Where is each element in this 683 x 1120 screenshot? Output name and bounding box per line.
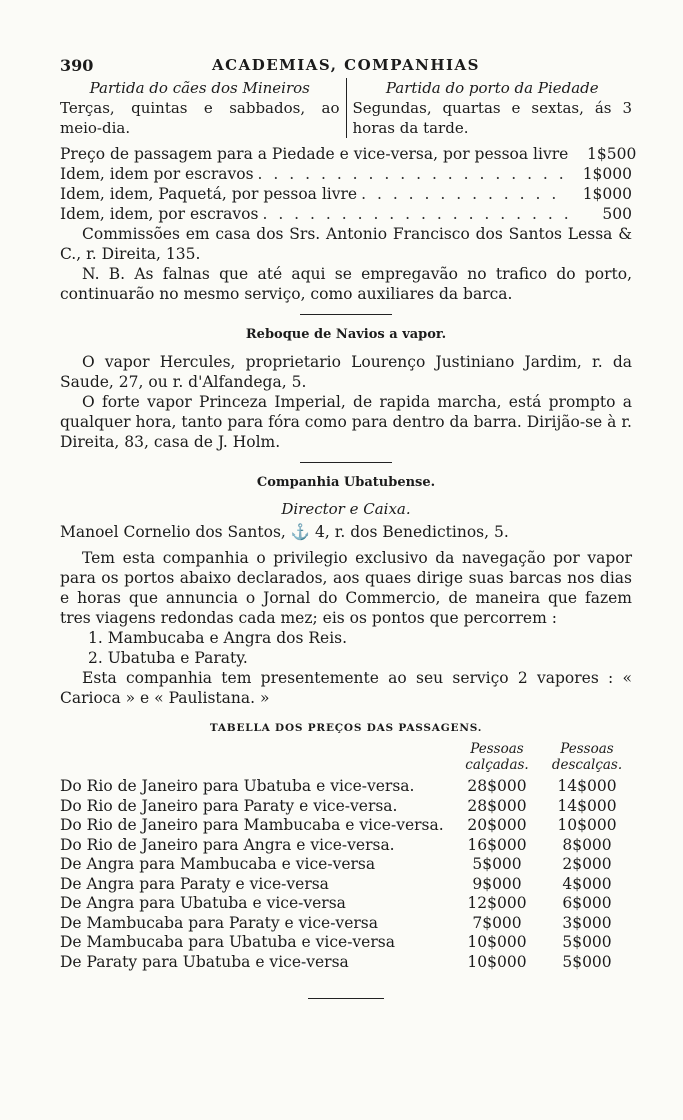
departure-schedule: [60, 78, 632, 138]
towing-paragraph-1: O vapor Hercules, proprietario Lourenço Justiniano Jardim, r. da Saude, 27, ou r. d'Alfandega, 5.: [60, 353, 632, 391]
leader-dots: [262, 204, 568, 224]
tariff-route: De Angra para Paraty e vice-versa: [60, 874, 329, 893]
ubatubense-paragraph-2: Esta companhia tem presentemente ao seu serviço 2 vapores : « Carioca » e « Paulistana. »: [60, 669, 632, 707]
tariff-title: TABELLA DOS PREÇOS DAS PASSAGENS.: [209, 722, 483, 734]
tariff-barefoot: 3$000: [562, 913, 612, 932]
table-row: [60, 875, 632, 895]
tariff-shod: 9$000: [472, 874, 522, 893]
tariff-barefoot: 14$000: [557, 796, 617, 815]
nb-note: N. B. As falnas que até aqui se empregavão no trafico do porto, continuarão no mesmo serviço, como auxiliares da barca.: [60, 265, 632, 303]
tariff-route: De Mambucaba para Paraty e vice-versa: [60, 913, 378, 932]
section-divider: [300, 314, 392, 315]
tariff-barefoot: 8$000: [562, 835, 612, 854]
list-item: 2. Ubatuba e Paraty.: [88, 649, 248, 667]
tariff-route: Do Rio de Janeiro para Mambucaba e vice-versa.: [60, 816, 444, 834]
ubatubense-title: Companhia Ubatubense.: [256, 475, 436, 490]
tariff-shod: 12$000: [467, 894, 527, 912]
leader-dots: [361, 184, 568, 204]
tariff-barefoot: 5$000: [562, 952, 612, 971]
commission-note: Commissões em casa dos Srs. Antonio Francisco dos Santos Lessa & C., r. Direita, 135.: [60, 225, 632, 263]
fare-row: [60, 144, 637, 164]
table-row: [60, 914, 632, 934]
table-row: [60, 855, 632, 875]
towing-paragraph-2: O forte vapor Princeza Imperial, de rapida marcha, está prompto a qualquer hora, tanto para fóra como para dentro da barra. Dirijão-se à r. Direita, 83, casa de J. Holm.: [60, 393, 632, 451]
route-right-title: Partida do porto da Piedade: [385, 79, 599, 97]
tariff-barefoot: 4$000: [562, 874, 612, 893]
tariff-shod: 7$000: [472, 913, 522, 932]
tariff-shod: 28$000: [467, 796, 527, 815]
table-row: [60, 816, 632, 836]
tariff-body: [60, 777, 632, 972]
fare-label: Idem, idem, por escravos: [60, 205, 259, 223]
tariff-shod: 16$000: [467, 835, 527, 854]
fare-row: [60, 164, 632, 184]
tariff-shod: 5$000: [472, 855, 522, 873]
tariff-route-header: [60, 740, 452, 777]
director-line: Manoel Cornelio dos Santos, ⚓ 4, r. dos Benedictinos, 5.: [60, 523, 509, 541]
page-number: 390: [60, 56, 94, 75]
table-row: [60, 953, 632, 973]
end-divider: [308, 998, 384, 999]
route-right-text: Segundas, quartas e sextas, ás 3 horas da tarde.: [352, 99, 632, 137]
route-left-title: Partida do cães dos Mineiros: [89, 79, 310, 97]
ubatubense-paragraph-1: Tem esta companhia o privilegio exclusivo da navegação por vapor para os portos abaixo declarados, aos quaes dirige suas barcas nos dias e horas que annuncia o Jornal do Commercio, de maneira que fazem tres viagens redondas cada mez; eis os pontos que percorrem :: [60, 549, 632, 627]
page-header: [60, 52, 632, 78]
tariff-barefoot: 5$000: [562, 933, 612, 951]
tariff-route: Do Rio de Janeiro para Paraty e vice-versa.: [60, 796, 398, 815]
tariff-route: Do Rio de Janeiro para Ubatuba e vice-versa.: [60, 777, 415, 795]
list-item: 1. Mambucaba e Angra dos Reis.: [88, 629, 348, 647]
table-row: [60, 777, 632, 797]
tariff-header-row: [60, 740, 632, 777]
section-divider: [300, 462, 392, 463]
fare-price: 1$000: [582, 165, 632, 183]
tariff-barefoot: 6$000: [562, 894, 612, 912]
fare-label: Idem, idem por escravos: [60, 165, 254, 183]
table-row: [60, 933, 632, 953]
fare-price: 1$000: [582, 185, 632, 203]
tariff-route: De Angra para Ubatuba e vice-versa: [60, 894, 346, 912]
tariff-table: [60, 740, 632, 972]
tariff-shod: 28$000: [467, 777, 527, 795]
page: [60, 52, 637, 999]
table-row: [60, 836, 632, 856]
director-subtitle: Director e Caixa.: [281, 500, 411, 518]
tariff-col-barefoot: Pessoas descalças.: [551, 741, 623, 773]
fare-price: 1$500: [587, 145, 637, 163]
tariff-barefoot: 14$000: [557, 777, 617, 795]
running-head: ACADEMIAS, COMPANHIAS: [212, 56, 480, 74]
tariff-route: De Mambucaba para Ubatuba e vice-versa: [60, 933, 395, 951]
fare-price: 500: [602, 205, 632, 223]
tariff-col-shod: Pessoas calçadas.: [465, 741, 529, 773]
fare-list: [60, 144, 637, 224]
towing-title: Reboque de Navios a vapor.: [245, 327, 447, 342]
tariff-barefoot: 10$000: [557, 816, 617, 834]
fare-row: [60, 184, 632, 204]
route-left-text: Terças, quintas e sabbados, ao meio-dia.: [60, 99, 340, 137]
table-row: [60, 797, 632, 817]
leader-dots: [258, 164, 568, 184]
tariff-route: De Paraty para Ubatuba e vice-versa: [60, 952, 349, 971]
fare-label: Idem, idem, Paquetá, por pessoa livre: [60, 185, 358, 203]
tariff-barefoot: 2$000: [562, 855, 612, 873]
tariff-route: Do Rio de Janeiro para Angra e vice-versa.: [60, 835, 395, 854]
fare-row: [60, 204, 632, 224]
tariff-route: De Angra para Mambucaba e vice-versa: [60, 855, 376, 873]
fare-label: Preço de passagem para a Piedade e vice-versa, por pessoa livre: [60, 145, 569, 163]
route-left: [60, 78, 346, 138]
tariff-shod: 20$000: [467, 816, 527, 834]
route-right: [346, 78, 633, 138]
tariff-shod: 10$000: [467, 933, 527, 951]
tariff-shod: 10$000: [467, 952, 527, 971]
table-row: [60, 894, 632, 914]
